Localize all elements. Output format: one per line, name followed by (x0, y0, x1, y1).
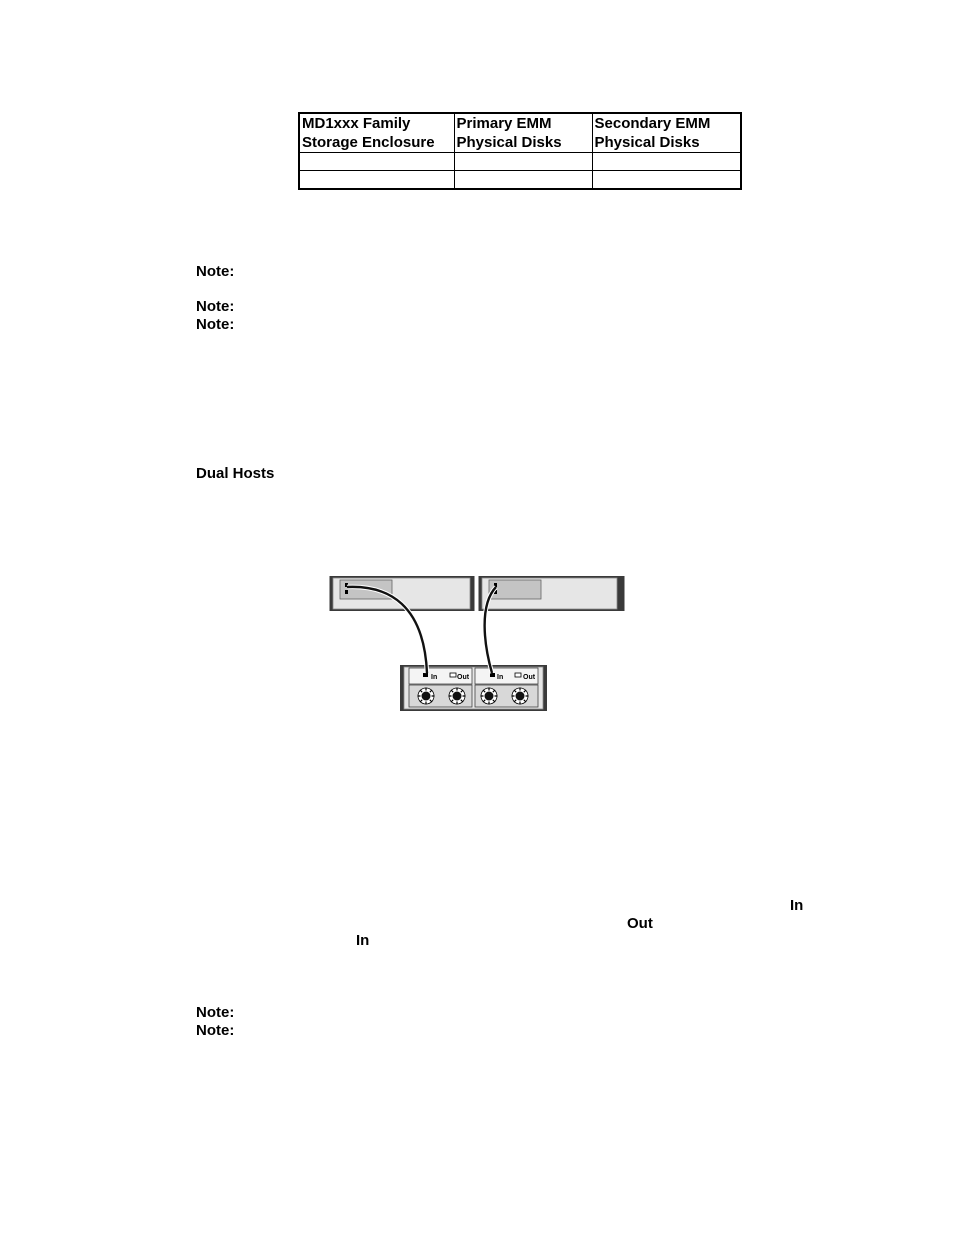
header-enclosure: MD1xxx Family Storage Enclosure (299, 113, 454, 153)
emm-2-in-port (490, 673, 495, 677)
note-label: Note: (196, 316, 235, 333)
emm-2-out-label: Out (523, 674, 536, 681)
table-cell (454, 153, 592, 171)
note-label: Note: (196, 1004, 235, 1021)
table-row (299, 153, 741, 171)
fan-icon (449, 688, 466, 705)
inline-out-label: Out (627, 915, 653, 932)
table-header-row (299, 113, 741, 153)
note-label: Note: (196, 298, 235, 315)
emm-2-in-label: In (497, 674, 504, 681)
host-server-2 (479, 576, 625, 611)
emm-1-in-port (423, 673, 428, 677)
emm-1-out-port (450, 673, 456, 677)
host-2-panel (489, 580, 541, 599)
emm-2-out-port (515, 673, 521, 677)
inline-in-label: In (790, 897, 804, 914)
fan-icon (512, 688, 529, 705)
header-secondary-emm: Secondary EMM Physical Disks (592, 113, 741, 153)
table-cell (592, 171, 741, 190)
table-row (299, 171, 741, 190)
note-label: Note: (196, 1022, 235, 1039)
storage-enclosure (400, 665, 547, 711)
table-cell (592, 153, 741, 171)
header-primary-emm: Primary EMM Physical Disks (454, 113, 592, 153)
inline-in-label: In (356, 932, 370, 949)
emm-1-out-label: Out (457, 674, 470, 681)
emm-1-in-label: In (431, 674, 438, 681)
enclosure-disk-table (298, 112, 742, 190)
table-cell (454, 171, 592, 190)
dual-host-cabling-diagram (329, 575, 626, 713)
table-cell (299, 153, 454, 171)
table-cell (299, 171, 454, 190)
section-heading-dual-hosts: Dual Hosts (196, 465, 275, 482)
fan-icon (418, 688, 435, 705)
note-label: Note: (196, 263, 235, 280)
fan-icon (481, 688, 498, 705)
